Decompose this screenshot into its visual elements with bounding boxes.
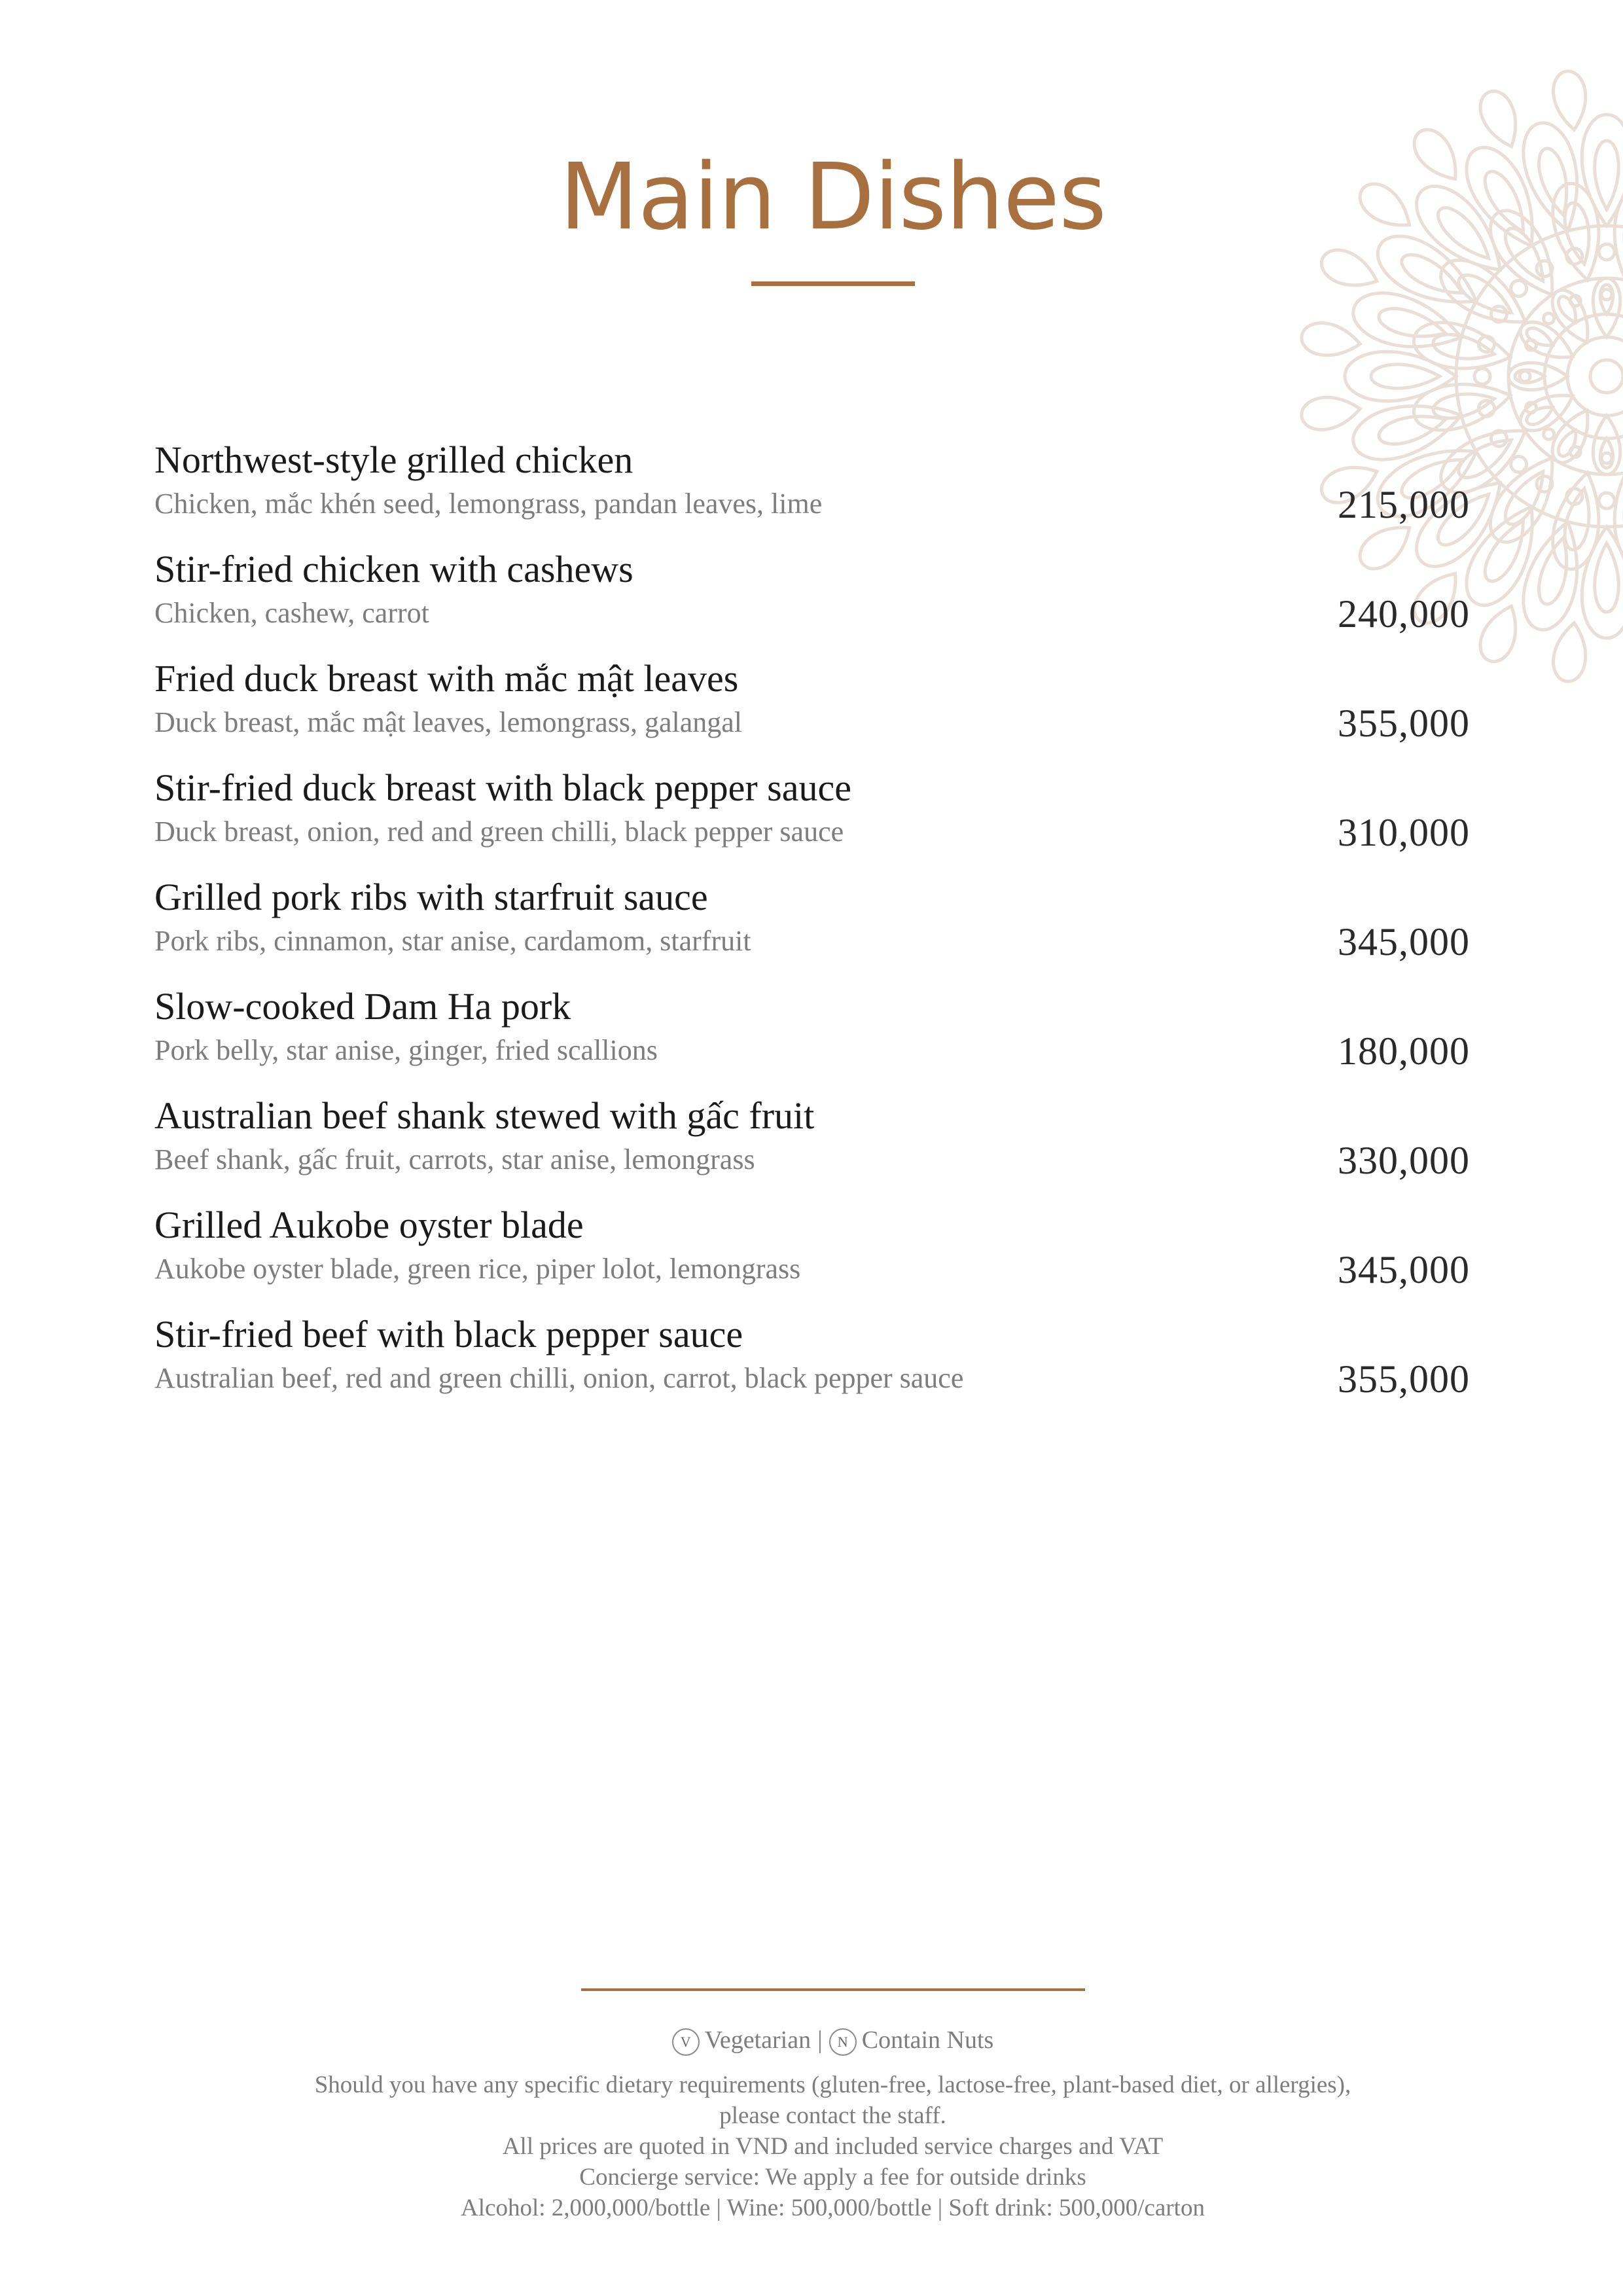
menu-item [154,437,1470,547]
dietary-note-contact: please contact the staff. [719,2102,946,2129]
title-divider [751,281,915,286]
menu-list [154,437,1470,1421]
vegetarian-label: Vegetarian [704,2026,812,2054]
price-note: All prices are quoted in VND and included service charges and VAT [502,2133,1164,2160]
dish-name: Grilled Aukobe oyster blade [154,1204,584,1246]
dish-price: 330,000 [1338,1139,1470,1182]
menu-item [154,984,1470,1093]
dish-name: Slow-cooked Dam Ha pork [154,985,571,1028]
menu-item [154,656,1470,765]
dish-name: Australian beef shank stewed with gấc fruit [154,1094,815,1137]
dish-price: 345,000 [1338,920,1470,963]
dish-description: Australian beef, red and green chilli, onion, carrot, black pepper sauce [154,1362,964,1394]
nuts-icon: N [829,2028,857,2056]
dish-name: Stir-fried duck breast with black pepper sauce [154,766,851,809]
dish-name: Fried duck breast with mắc mật leaves [154,657,739,700]
vegetarian-icon: V [672,2028,700,2056]
menu-item [154,547,1470,656]
page-title: Main Dishes [559,144,1107,251]
dish-price: 345,000 [1338,1248,1470,1291]
corkage-fees: Alcohol: 2,000,000/bottle | Wine: 500,000/bottle | Soft drink: 500,000/carton [461,2195,1205,2221]
dish-name: Grilled pork ribs with starfruit sauce [154,876,708,918]
dish-price: 215,000 [1338,483,1470,526]
dish-price: 180,000 [1338,1030,1470,1073]
dish-description: Pork belly, star anise, ginger, fried scallions [154,1034,658,1066]
dish-name: Northwest-style grilled chicken [154,439,633,481]
menu-item [154,874,1470,984]
dish-name: Stir-fried beef with black pepper sauce [154,1313,743,1355]
dish-name: Stir-fried chicken with cashews [154,548,633,590]
footer-notes [0,2070,1623,2223]
dish-price: 310,000 [1338,811,1470,854]
dish-description: Duck breast, onion, red and green chilli, black pepper sauce [154,816,844,848]
dish-description: Chicken, cashew, carrot [154,597,429,629]
dish-description: Beef shank, gấc fruit, carrots, star anise, lemongrass [154,1143,755,1175]
legend-separator: | [817,2026,823,2054]
menu-item [154,1093,1470,1202]
dish-description: Chicken, mắc khén seed, lemongrass, pandan leaves, lime [154,488,823,520]
dietary-legend [0,2024,1623,2056]
dish-description: Duck breast, mắc mật leaves, lemongrass, galangal [154,706,743,738]
menu-item [154,765,1470,874]
menu-item [154,1312,1470,1421]
concierge-note: Concierge service: We apply a fee for outside drinks [579,2164,1086,2191]
dish-description: Pork ribs, cinnamon, star anise, cardamom, starfruit [154,925,751,957]
dish-price: 355,000 [1338,1357,1470,1401]
dish-description: Aukobe oyster blade, green rice, piper lolot, lemongrass [154,1253,801,1285]
dietary-note: Should you have any specific dietary requirements (gluten-free, lactose-free, plant-based diet, or allergies), [314,2072,1351,2098]
footer-divider [581,1988,1085,1991]
dish-price: 240,000 [1338,592,1470,636]
dish-price: 355,000 [1338,702,1470,745]
menu-item [154,1202,1470,1312]
nuts-label: Contain Nuts [861,2026,994,2054]
